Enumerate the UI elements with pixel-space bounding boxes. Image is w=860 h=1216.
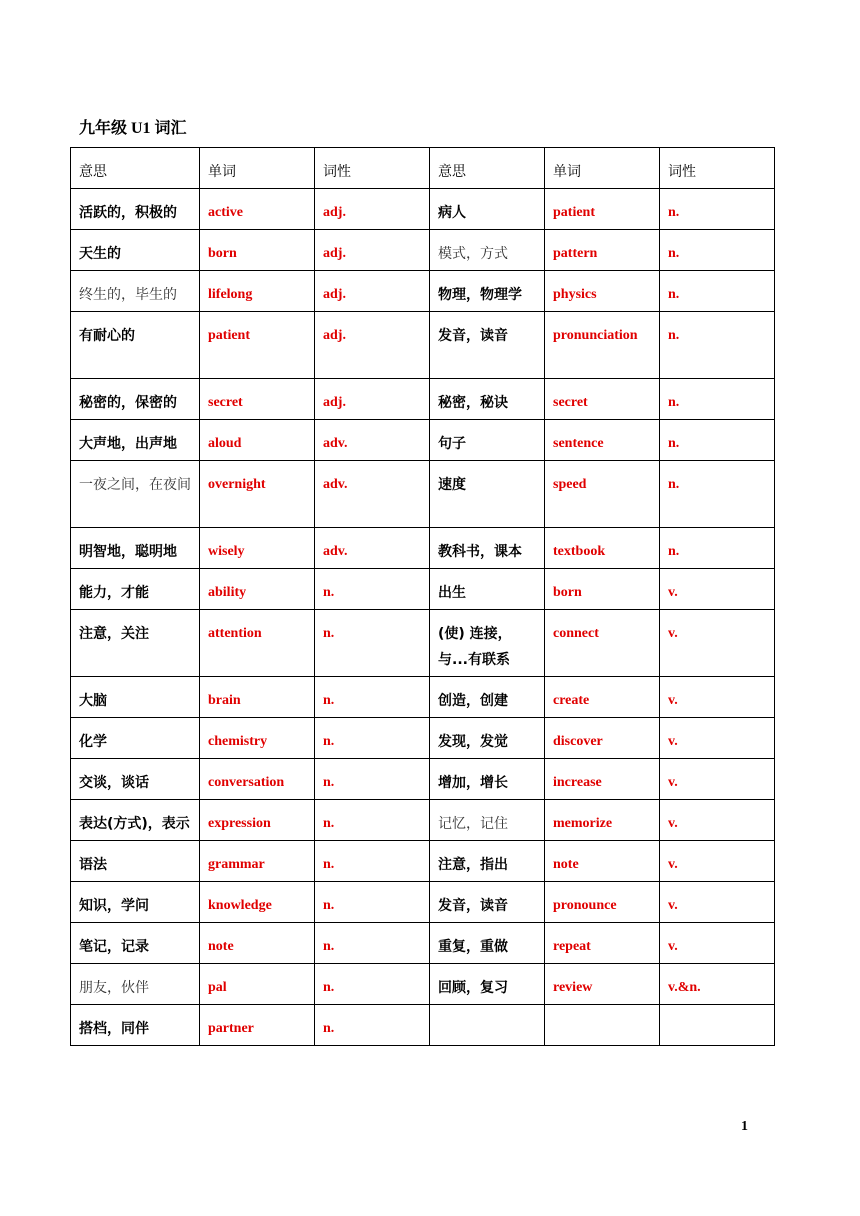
header-meaning-2: 意思 — [430, 148, 545, 189]
word-cell: pal — [200, 964, 315, 1005]
header-word-2: 单词 — [545, 148, 660, 189]
word-cell: brain — [200, 677, 315, 718]
word-cell: conversation — [200, 759, 315, 800]
meaning-cell: 表达(方式)，表示 — [71, 800, 200, 841]
table-row — [71, 230, 775, 271]
meaning-cell: 能力，才能 — [71, 569, 200, 610]
table-row — [71, 569, 775, 610]
word-cell: active — [200, 189, 315, 230]
word-cell: chemistry — [200, 718, 315, 759]
word-cell: note — [200, 923, 315, 964]
meaning-cell: 回顾，复习 — [430, 964, 545, 1005]
part-of-speech-cell: n. — [315, 569, 430, 610]
meaning-cell: 模式，方式 — [430, 230, 545, 271]
word-cell: repeat — [545, 923, 660, 964]
part-of-speech-cell: adv. — [315, 420, 430, 461]
meaning-cell: 重复，重做 — [430, 923, 545, 964]
part-of-speech-cell: v. — [660, 569, 775, 610]
meaning-cell: (使) 连接，与...有联系 — [430, 610, 545, 677]
meaning-cell: 注意，关注 — [71, 610, 200, 677]
part-of-speech-cell: n. — [315, 800, 430, 841]
part-of-speech-cell: v.&n. — [660, 964, 775, 1005]
table-row — [71, 379, 775, 420]
header-meaning-1: 意思 — [71, 148, 200, 189]
part-of-speech-cell: adv. — [315, 528, 430, 569]
meaning-cell: 速度 — [430, 461, 545, 528]
header-pos-2: 词性 — [660, 148, 775, 189]
word-cell: partner — [200, 1005, 315, 1046]
meaning-cell: 交谈，谈话 — [71, 759, 200, 800]
word-cell: note — [545, 841, 660, 882]
word-cell: attention — [200, 610, 315, 677]
part-of-speech-cell: n. — [315, 923, 430, 964]
word-cell: knowledge — [200, 882, 315, 923]
word-cell: pronounce — [545, 882, 660, 923]
word-cell: speed — [545, 461, 660, 528]
meaning-cell: 发音，读音 — [430, 312, 545, 379]
word-cell: increase — [545, 759, 660, 800]
word-cell: discover — [545, 718, 660, 759]
meaning-cell: 有耐心的 — [71, 312, 200, 379]
table-row — [71, 718, 775, 759]
page-title: 九年级 U1 词汇 — [79, 120, 187, 137]
part-of-speech-cell: adj. — [315, 312, 430, 379]
meaning-cell: 一夜之间，在夜间 — [71, 461, 200, 528]
meaning-cell: 发现，发觉 — [430, 718, 545, 759]
meaning-cell: 物理，物理学 — [430, 271, 545, 312]
table-row — [71, 312, 775, 379]
vocabulary-table — [70, 147, 775, 1046]
part-of-speech-cell: v. — [660, 923, 775, 964]
part-of-speech-cell: n. — [315, 759, 430, 800]
meaning-cell: 增加，增长 — [430, 759, 545, 800]
meaning-cell: 知识，学问 — [71, 882, 200, 923]
part-of-speech-cell: n. — [315, 610, 430, 677]
word-cell: textbook — [545, 528, 660, 569]
page-number: 1 — [741, 1119, 748, 1134]
part-of-speech-cell: n. — [660, 271, 775, 312]
part-of-speech-cell: n. — [660, 189, 775, 230]
word-cell: physics — [545, 271, 660, 312]
meaning-cell: 朋友，伙伴 — [71, 964, 200, 1005]
meaning-cell: 创造，创建 — [430, 677, 545, 718]
part-of-speech-cell: v. — [660, 882, 775, 923]
word-cell: sentence — [545, 420, 660, 461]
part-of-speech-cell: n. — [660, 461, 775, 528]
table-row — [71, 841, 775, 882]
meaning-cell: 注意，指出 — [430, 841, 545, 882]
word-cell: overnight — [200, 461, 315, 528]
table-row — [71, 189, 775, 230]
table-row — [71, 882, 775, 923]
header-word-1: 单词 — [200, 148, 315, 189]
table-row — [71, 1005, 775, 1046]
word-cell: secret — [545, 379, 660, 420]
meaning-cell: 秘密，秘诀 — [430, 379, 545, 420]
part-of-speech-cell: n. — [660, 230, 775, 271]
table-row — [71, 461, 775, 528]
meaning-cell: 活跃的，积极的 — [71, 189, 200, 230]
part-of-speech-cell — [660, 1005, 775, 1046]
word-cell — [545, 1005, 660, 1046]
word-cell: grammar — [200, 841, 315, 882]
part-of-speech-cell: n. — [660, 312, 775, 379]
part-of-speech-cell: v. — [660, 759, 775, 800]
word-cell: ability — [200, 569, 315, 610]
word-cell: born — [200, 230, 315, 271]
word-cell: review — [545, 964, 660, 1005]
table-row — [71, 923, 775, 964]
meaning-cell: 语法 — [71, 841, 200, 882]
part-of-speech-cell: n. — [315, 964, 430, 1005]
table-row — [71, 271, 775, 312]
meaning-cell: 天生的 — [71, 230, 200, 271]
part-of-speech-cell: n. — [315, 1005, 430, 1046]
meaning-cell: 终生的，毕生的 — [71, 271, 200, 312]
part-of-speech-cell: v. — [660, 841, 775, 882]
table-row — [71, 528, 775, 569]
meaning-cell: 发音，读音 — [430, 882, 545, 923]
part-of-speech-cell: n. — [660, 420, 775, 461]
part-of-speech-cell: n. — [315, 677, 430, 718]
header-pos-1: 词性 — [315, 148, 430, 189]
word-cell: secret — [200, 379, 315, 420]
part-of-speech-cell: v. — [660, 677, 775, 718]
meaning-cell: 出生 — [430, 569, 545, 610]
meaning-cell: 大声地，出声地 — [71, 420, 200, 461]
word-cell: patient — [200, 312, 315, 379]
table-row — [71, 964, 775, 1005]
meaning-cell: 记忆，记住 — [430, 800, 545, 841]
table-row — [71, 759, 775, 800]
part-of-speech-cell: n. — [660, 379, 775, 420]
part-of-speech-cell: adv. — [315, 461, 430, 528]
meaning-cell: 搭档，同伴 — [71, 1005, 200, 1046]
meaning-cell: 化学 — [71, 718, 200, 759]
part-of-speech-cell: adj. — [315, 271, 430, 312]
part-of-speech-cell: v. — [660, 718, 775, 759]
meaning-cell: 句子 — [430, 420, 545, 461]
part-of-speech-cell: n. — [315, 718, 430, 759]
word-cell: born — [545, 569, 660, 610]
word-cell: pattern — [545, 230, 660, 271]
word-cell: connect — [545, 610, 660, 677]
word-cell: memorize — [545, 800, 660, 841]
part-of-speech-cell: v. — [660, 800, 775, 841]
word-cell: expression — [200, 800, 315, 841]
part-of-speech-cell: adj. — [315, 379, 430, 420]
word-cell: pronunciation — [545, 312, 660, 379]
table-row — [71, 800, 775, 841]
part-of-speech-cell: n. — [315, 882, 430, 923]
meaning-cell: 笔记，记录 — [71, 923, 200, 964]
part-of-speech-cell: adj. — [315, 230, 430, 271]
part-of-speech-cell: adj. — [315, 189, 430, 230]
part-of-speech-cell: n. — [660, 528, 775, 569]
table-row — [71, 610, 775, 677]
table-row — [71, 677, 775, 718]
part-of-speech-cell: v. — [660, 610, 775, 677]
meaning-cell: 明智地，聪明地 — [71, 528, 200, 569]
meaning-cell — [430, 1005, 545, 1046]
word-cell: patient — [545, 189, 660, 230]
table-row — [71, 420, 775, 461]
meaning-cell: 教科书，课本 — [430, 528, 545, 569]
meaning-cell: 大脑 — [71, 677, 200, 718]
part-of-speech-cell: n. — [315, 841, 430, 882]
table-header-row — [71, 148, 775, 189]
meaning-cell: 病人 — [430, 189, 545, 230]
word-cell: lifelong — [200, 271, 315, 312]
word-cell: aloud — [200, 420, 315, 461]
word-cell: create — [545, 677, 660, 718]
word-cell: wisely — [200, 528, 315, 569]
meaning-cell: 秘密的，保密的 — [71, 379, 200, 420]
